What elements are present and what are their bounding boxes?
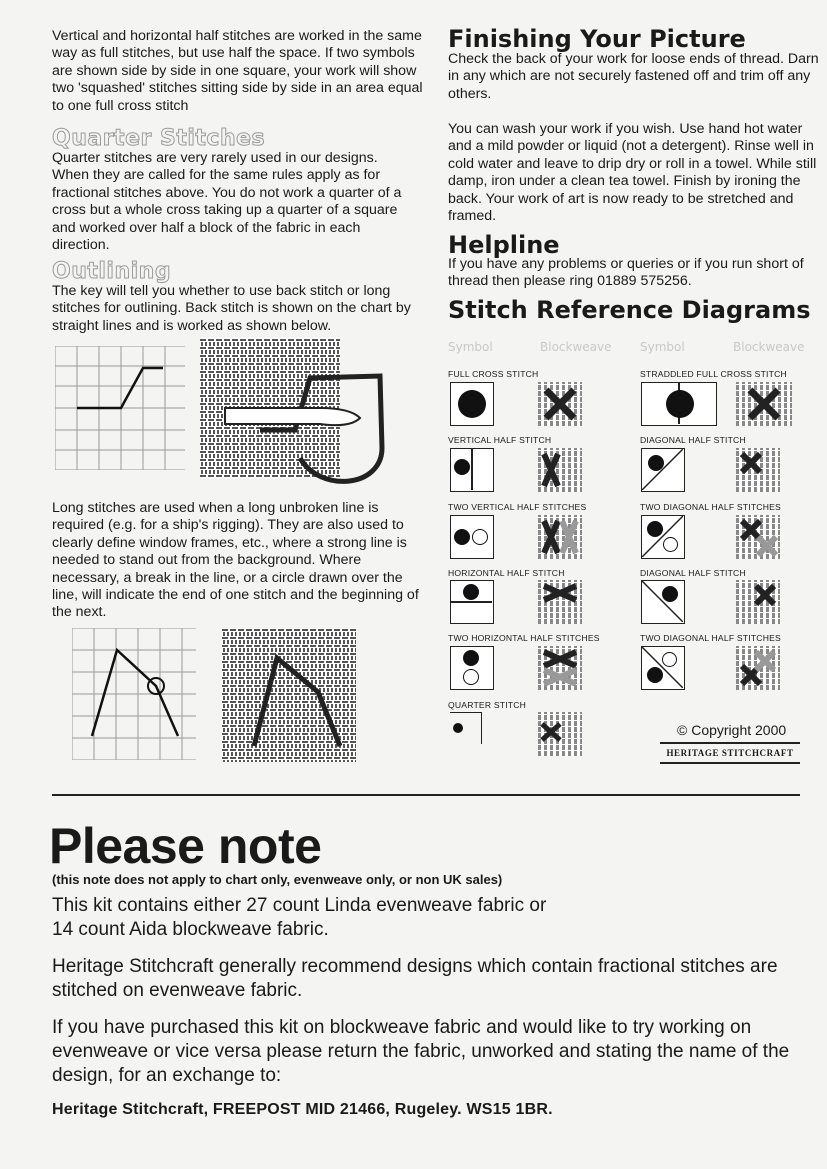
diagonal-half-symbol	[641, 448, 685, 492]
finishing-text-2: You can wash your work if you wish. Use hand hot water and a mild powder or liquid (not a detergent). Rinse well in cold water and leave to drip dry or roll in a towel. While still damp, iron under a clean tea towel. Finish by ironing the back. Your work of art is now ready to be stretched and framed.	[448, 121, 817, 225]
note-fabric-line-2: 14 count Aida blockweave fabric.	[52, 919, 329, 940]
diagram-label: VERTICAL HALF STITCH	[448, 435, 552, 445]
col-blockweave-right: Blockweave	[733, 340, 805, 354]
backstitch-chart-diagram	[55, 346, 185, 470]
intro-paragraph: Vertical and horizontal half stitches are worked in the same way as full stitches, but use half the space. If two symbols are shown side by side in one square, your work will show two 'squashed' stitches sitting side by side in an area equal to one full cross stitch	[52, 28, 423, 114]
horizontal-half-stitch-mark	[538, 580, 582, 624]
straddled-cross-stitch-mark	[736, 382, 792, 426]
quarter-stitches-heading: Quarter Stitches	[52, 126, 266, 151]
diagonal-half-symbol-2	[641, 580, 685, 624]
vertical-half-symbol	[450, 448, 494, 492]
diagram-label: QUARTER STITCH	[448, 700, 527, 710]
quarter-stitches-text: Quarter stitches are very rarely used in our designs. When they are called for the same rules apply as for fractional stitches above. You do not work a quarter of a cross but a whole cross taking up a quarter of a square and worked over half a block of the fabric in each direction.	[52, 150, 402, 254]
col-symbol-right: Symbol	[640, 340, 685, 354]
diagram-label: TWO DIAGONAL HALF STITCHES	[640, 502, 781, 512]
diagram-label: TWO DIAGONAL HALF STITCHES	[640, 633, 781, 643]
helpline-heading: Helpline	[448, 231, 560, 259]
col-blockweave-left: Blockweave	[540, 340, 612, 354]
diagram-label: DIAGONAL HALF STITCH	[640, 568, 746, 578]
col-symbol-left: Symbol	[448, 340, 493, 354]
diagonal-half-stitch-mark	[736, 448, 780, 492]
full-cross-stitch-mark	[538, 382, 582, 426]
please-note-heading: Please note	[49, 818, 322, 874]
two-diagonal-half-stitch-mark	[736, 515, 780, 559]
diagram-label: STRADDLED FULL CROSS STITCH	[640, 369, 787, 379]
diagonal-half-stitch-mark-2	[736, 580, 780, 624]
horizontal-half-symbol	[450, 580, 494, 624]
diagram-label: TWO VERTICAL HALF STITCHES	[448, 502, 587, 512]
vertical-half-stitch-mark	[538, 448, 582, 492]
long-stitch-chart-diagram	[72, 628, 196, 760]
two-vertical-half-symbol	[450, 515, 494, 559]
straddled-cross-symbol	[641, 382, 717, 426]
full-cross-symbol	[450, 382, 494, 426]
please-note-subheading: (this note does not apply to chart only, evenweave only, or non UK sales)	[52, 872, 503, 887]
two-horizontal-half-stitch-mark	[538, 646, 582, 690]
backstitch-fabric-illustration	[200, 338, 396, 496]
outlining-heading: Outlining	[52, 259, 172, 284]
two-diagonal-half-symbol-2	[641, 646, 685, 690]
note-exchange-instructions: If you have purchased this kit on blockweave fabric and would like to try working on evenweave or vice versa please return the fabric, unworked and stating the name of the design, for an exchange to:	[52, 1017, 790, 1086]
quarter-stitch-symbol	[450, 712, 482, 744]
note-recommendation: Heritage Stitchcraft generally recommend designs which contain fractional stitches are stitched on evenweave fabric.	[52, 956, 778, 1001]
two-diagonal-half-stitch-mark-2	[736, 646, 780, 690]
diagrams-heading: Stitch Reference Diagrams	[448, 296, 811, 324]
finishing-text-1: Check the back of your work for loose ends of thread. Darn in any which are not securely fastened off and trim off any others.	[448, 51, 819, 102]
note-fabric-line-1: This kit contains either 27 count Linda evenweave fabric or	[52, 895, 547, 916]
finishing-heading: Finishing Your Picture	[448, 25, 746, 53]
two-horizontal-half-symbol	[450, 646, 494, 690]
diagram-label: HORIZONTAL HALF STITCH	[448, 568, 565, 578]
long-stitch-fabric-illustration	[222, 628, 356, 762]
diagram-label: FULL CROSS STITCH	[448, 369, 539, 379]
return-address: Heritage Stitchcraft, FREEPOST MID 21466, Rugeley. WS15 1BR.	[52, 1101, 553, 1118]
quarter-stitch-mark	[538, 712, 582, 756]
copyright-text: © Copyright 2000	[677, 722, 787, 738]
helpline-text: If you have any problems or queries or if you run short of thread then please ring 01889 575256.	[448, 256, 804, 290]
heritage-stitchcraft-logo: HERITAGE STITCHCRAFT	[660, 742, 800, 764]
diagram-label: DIAGONAL HALF STITCH	[640, 435, 746, 445]
outlining-text: The key will tell you whether to use back stitch or long stitches for outlining. Back stitch is shown on the chart by straight lines and is worked as shown below.	[52, 283, 411, 334]
long-stitch-text: Long stitches are used when a long unbroken line is required (e.g. for a ship's rigging). They are also used to clearly define window frames, etc., where a strong line is needed to stand out from the background. Where necessary, a break in the line, or a circle drawn over the line, will indicate the end of one stitch and the beginning of the next.	[52, 500, 419, 621]
section-divider	[52, 794, 800, 796]
two-vertical-half-stitch-mark	[538, 515, 582, 559]
two-diagonal-half-symbol	[641, 515, 685, 559]
diagram-label: TWO HORIZONTAL HALF STITCHES	[448, 633, 600, 643]
